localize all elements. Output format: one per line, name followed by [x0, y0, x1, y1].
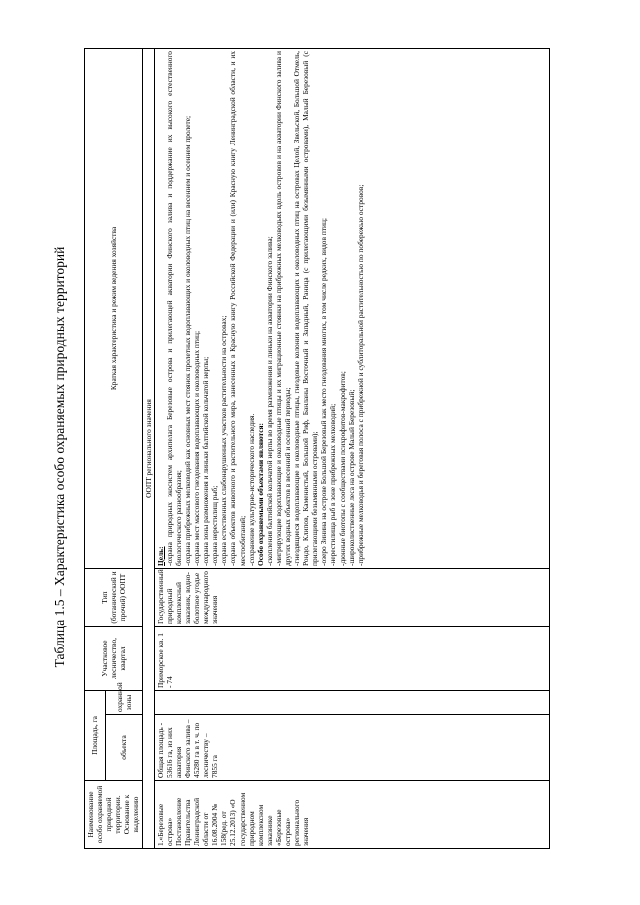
- objects-title: Особо охраняемыми объектами являются:: [255, 422, 265, 566]
- cell-description: [154, 49, 549, 569]
- header-area-object: объекта: [105, 715, 142, 781]
- object-item: -дюнные биотопы с сообществами психрофитов-макрофитов;: [337, 371, 347, 566]
- goal-item: -охрана объектов животного и растительного мира, занесенных в Красную книгу Российской Федерации и (или) Красную книгу Ленинградской области, и их местообитаний;: [228, 51, 247, 566]
- object-item: -озеро Зинина на острове Большой Березовый как место гнездования многих, в том числе редких, видов птиц;: [319, 218, 329, 566]
- cell-zone: [154, 691, 549, 715]
- header-description: Краткая характеристика и режим ведения хозяйства: [85, 49, 143, 569]
- object-item: -нерестилища рыб в зоне прибрежных мелководий;: [328, 403, 338, 566]
- section-title: ООПТ регионального значения: [142, 49, 154, 849]
- goal-item: -охрана природных экосистем архипелага Березовые острова и прилегающей акватории Финского залива и поддержание их высокого естественного биологического разнообразия;: [164, 51, 183, 566]
- header-area-zone: охранной зоны: [105, 691, 142, 715]
- header-name: Наименование особо охраняемой природной территории. Основание к выделению: [85, 781, 143, 849]
- goal-item: -охрана нерестилищ рыб;: [210, 485, 220, 566]
- table-caption: Таблица 1.5 – Характеристика особо охраняемых природных территорий: [52, 246, 67, 668]
- object-item: -мигрирующие водоплавающие и околоводные птицы и их миграционные стоянки на прибрежных мелководьях вдоль островов и на акватории Финского залива и других водных объектов в весенний и осенний периоды;: [273, 51, 292, 566]
- cell-type: Государственный природный комплексный заказник, водно-болотное угодье международного значения: [154, 569, 549, 627]
- cell-name: 1.«Березовые острова» Постановление Правительства Ленинградской области от 16.08.2004 № 158(ред. от 25.12.2013) «О государственном природном комплексном заказнике «Березовые острова» регионального значения: [154, 781, 549, 849]
- object-item: -скопления балтийской кольчатой нерпы во время размножения и линьки на акватории Финского залива;: [264, 236, 274, 566]
- goal-item: -сохранение культурно-исторического наследия.: [246, 413, 256, 566]
- goals-title: Цель:: [155, 546, 165, 566]
- object-item: -гнездящиеся водоплавающие и околоводные птицы, гнездовые колонии водоплавающих и околоводных птиц на островах Целой, Звельской, Большой Отмель, Рондо, Клипов, Каменистый, Большой Риф, Банланы Восточный и Западный, Раница (с прилегающими безымянными островами), Малый Березовый (с прилегающими безымянными островами);: [292, 51, 320, 566]
- header-area: Площадь, га: [85, 691, 106, 781]
- protected-areas-table: [84, 48, 550, 849]
- goal-item: -охрана прибрежных мелководий как основных мест стоянок пролетных водоплавающих и околоводных птиц на весеннем и осеннем пролете;: [182, 115, 192, 566]
- cell-forestry: Приморское кв. 1 - 74: [154, 627, 549, 691]
- object-item: -широколиственные леса на острове Малый Березовый;: [346, 389, 356, 566]
- object-item: -прибрежные мелководья и береговая полоса с прибрежной и сублиторальной растительностью по побережью островов;: [355, 184, 365, 566]
- goal-item: -охрана зоны размножения и линьки балтийской кольчатой нерпы;: [201, 356, 211, 566]
- header-forestry: Участковое лесничество, квартал: [85, 627, 143, 691]
- header-type: Тип (ботанический и прочий) ООПТ: [85, 569, 143, 627]
- table-row: [154, 49, 549, 849]
- goal-item: -охрана естественных слабонарушенных участков растительности на островах;: [219, 315, 229, 566]
- goal-item: -охрана мест массового гнездования водоплавающих и околоводных птиц;: [192, 330, 202, 566]
- cell-area: Общая площадь - 53616 га, из них акватория Финского залива – 45280 га в т. ч. по лесничеству – 7855 га: [154, 715, 549, 781]
